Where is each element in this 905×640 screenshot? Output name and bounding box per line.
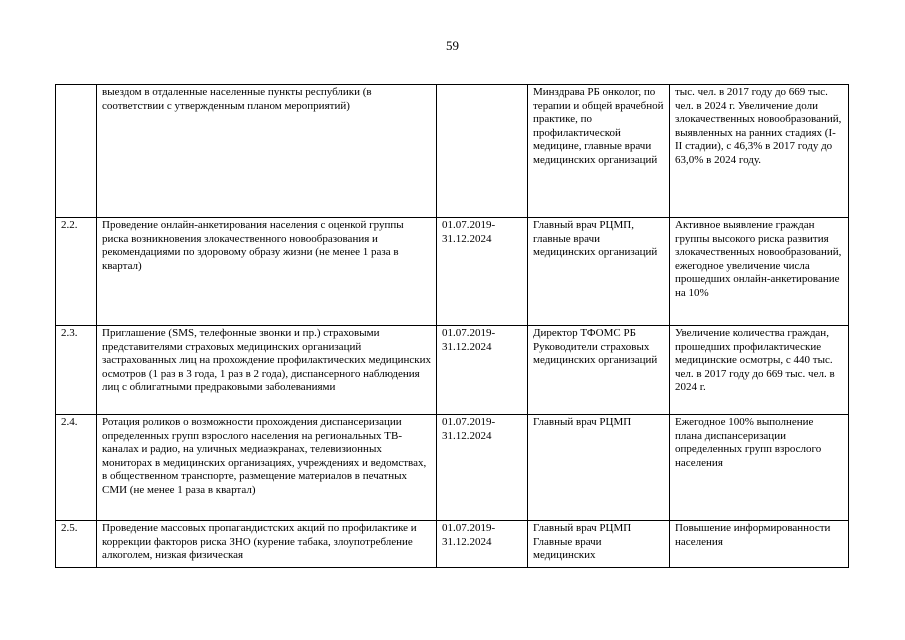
- result-cell: Ежегодное 100% выполнение плана диспансеризации определенных групп взрослого населения: [670, 415, 849, 521]
- page-number: 59: [446, 38, 459, 53]
- activity-cell: выездом в отдаленные населенные пункты республики (в соответствии с утвержденным планом мероприятий): [97, 85, 437, 218]
- table-row: [56, 415, 849, 521]
- table-row: [56, 521, 849, 568]
- activities-table: [55, 84, 849, 568]
- table-row: [56, 326, 849, 415]
- dates-cell: 01.07.2019-31.12.2024: [437, 415, 528, 521]
- activity-cell: Ротация роликов о возможности прохождения диспансеризации определенных групп взрослого населения на региональных ТВ-каналах и радио, на уличных медиаэкранах, телевизионных мониторах в медицинских организациях, учреждениях и ведомствах, в общественном транспорте, размещение материалов в печатных СМИ (не менее 1 раза в квартал): [97, 415, 437, 521]
- result-cell: Активное выявление граждан группы высокого риска развития злокачественных новообразований, ежегодное увеличение числа прошедших онлайн-анкетирование на 10%: [670, 218, 849, 326]
- row-number: [56, 85, 97, 218]
- responsible-cell: Главный врач РЦМП, главные врачи медицинских организаций: [528, 218, 670, 326]
- responsible-cell: Главный врач РЦМП: [528, 415, 670, 521]
- row-number: 2.4.: [56, 415, 97, 521]
- row-number: 2.2.: [56, 218, 97, 326]
- dates-cell: 01.07.2019-31.12.2024: [437, 521, 528, 568]
- activity-cell: Проведение онлайн-анкетирования населения с оценкой группы риска возникновения злокачественного новообразования и рекомендациями по здоровому образу жизни (не менее 1 раза в квартал): [97, 218, 437, 326]
- result-cell: Повышение информированности населения: [670, 521, 849, 568]
- table-row: [56, 218, 849, 326]
- result-cell: тыс. чел. в 2017 году до 669 тыс. чел. в 2024 г. Увеличение доли злокачественных новообразований, выявленных на ранних стадиях (I-II стадии), с 46,3% в 2017 году до 63,0% в 2024 году.: [670, 85, 849, 218]
- row-number: 2.3.: [56, 326, 97, 415]
- dates-cell: 01.07.2019-31.12.2024: [437, 326, 528, 415]
- table-row: [56, 85, 849, 218]
- result-cell: Увеличение количества граждан, прошедших профилактические медицинские осмотры, с 440 тыс. чел. в 2017 году до 669 тыс. чел. в 2024 г.: [670, 326, 849, 415]
- responsible-cell: Главный врач РЦМП Главные врачи медицинских: [528, 521, 670, 568]
- activity-cell: Проведение массовых пропагандистских акций по профилактике и коррекции факторов риска ЗНО (курение табака, злоупотребление алкоголем, низкая физическая: [97, 521, 437, 568]
- activity-cell: Приглашение (SMS, телефонные звонки и пр.) страховыми представителями страховых медицинских организаций застрахованных лиц на прохождение профилактических медицинских осмотров (1 раз в 3 года, 1 раз в 2 года), диспансерного наблюдения лиц с облигатными предраковыми заболеваниями: [97, 326, 437, 415]
- responsible-cell: Минздрава РБ онколог, по терапии и общей врачебной практике, по профилактической медицине, главные врачи медицинских организаций: [528, 85, 670, 218]
- row-number: 2.5.: [56, 521, 97, 568]
- dates-cell: [437, 85, 528, 218]
- dates-cell: 01.07.2019-31.12.2024: [437, 218, 528, 326]
- responsible-cell: Директор ТФОМС РБ Руководители страховых медицинских организаций: [528, 326, 670, 415]
